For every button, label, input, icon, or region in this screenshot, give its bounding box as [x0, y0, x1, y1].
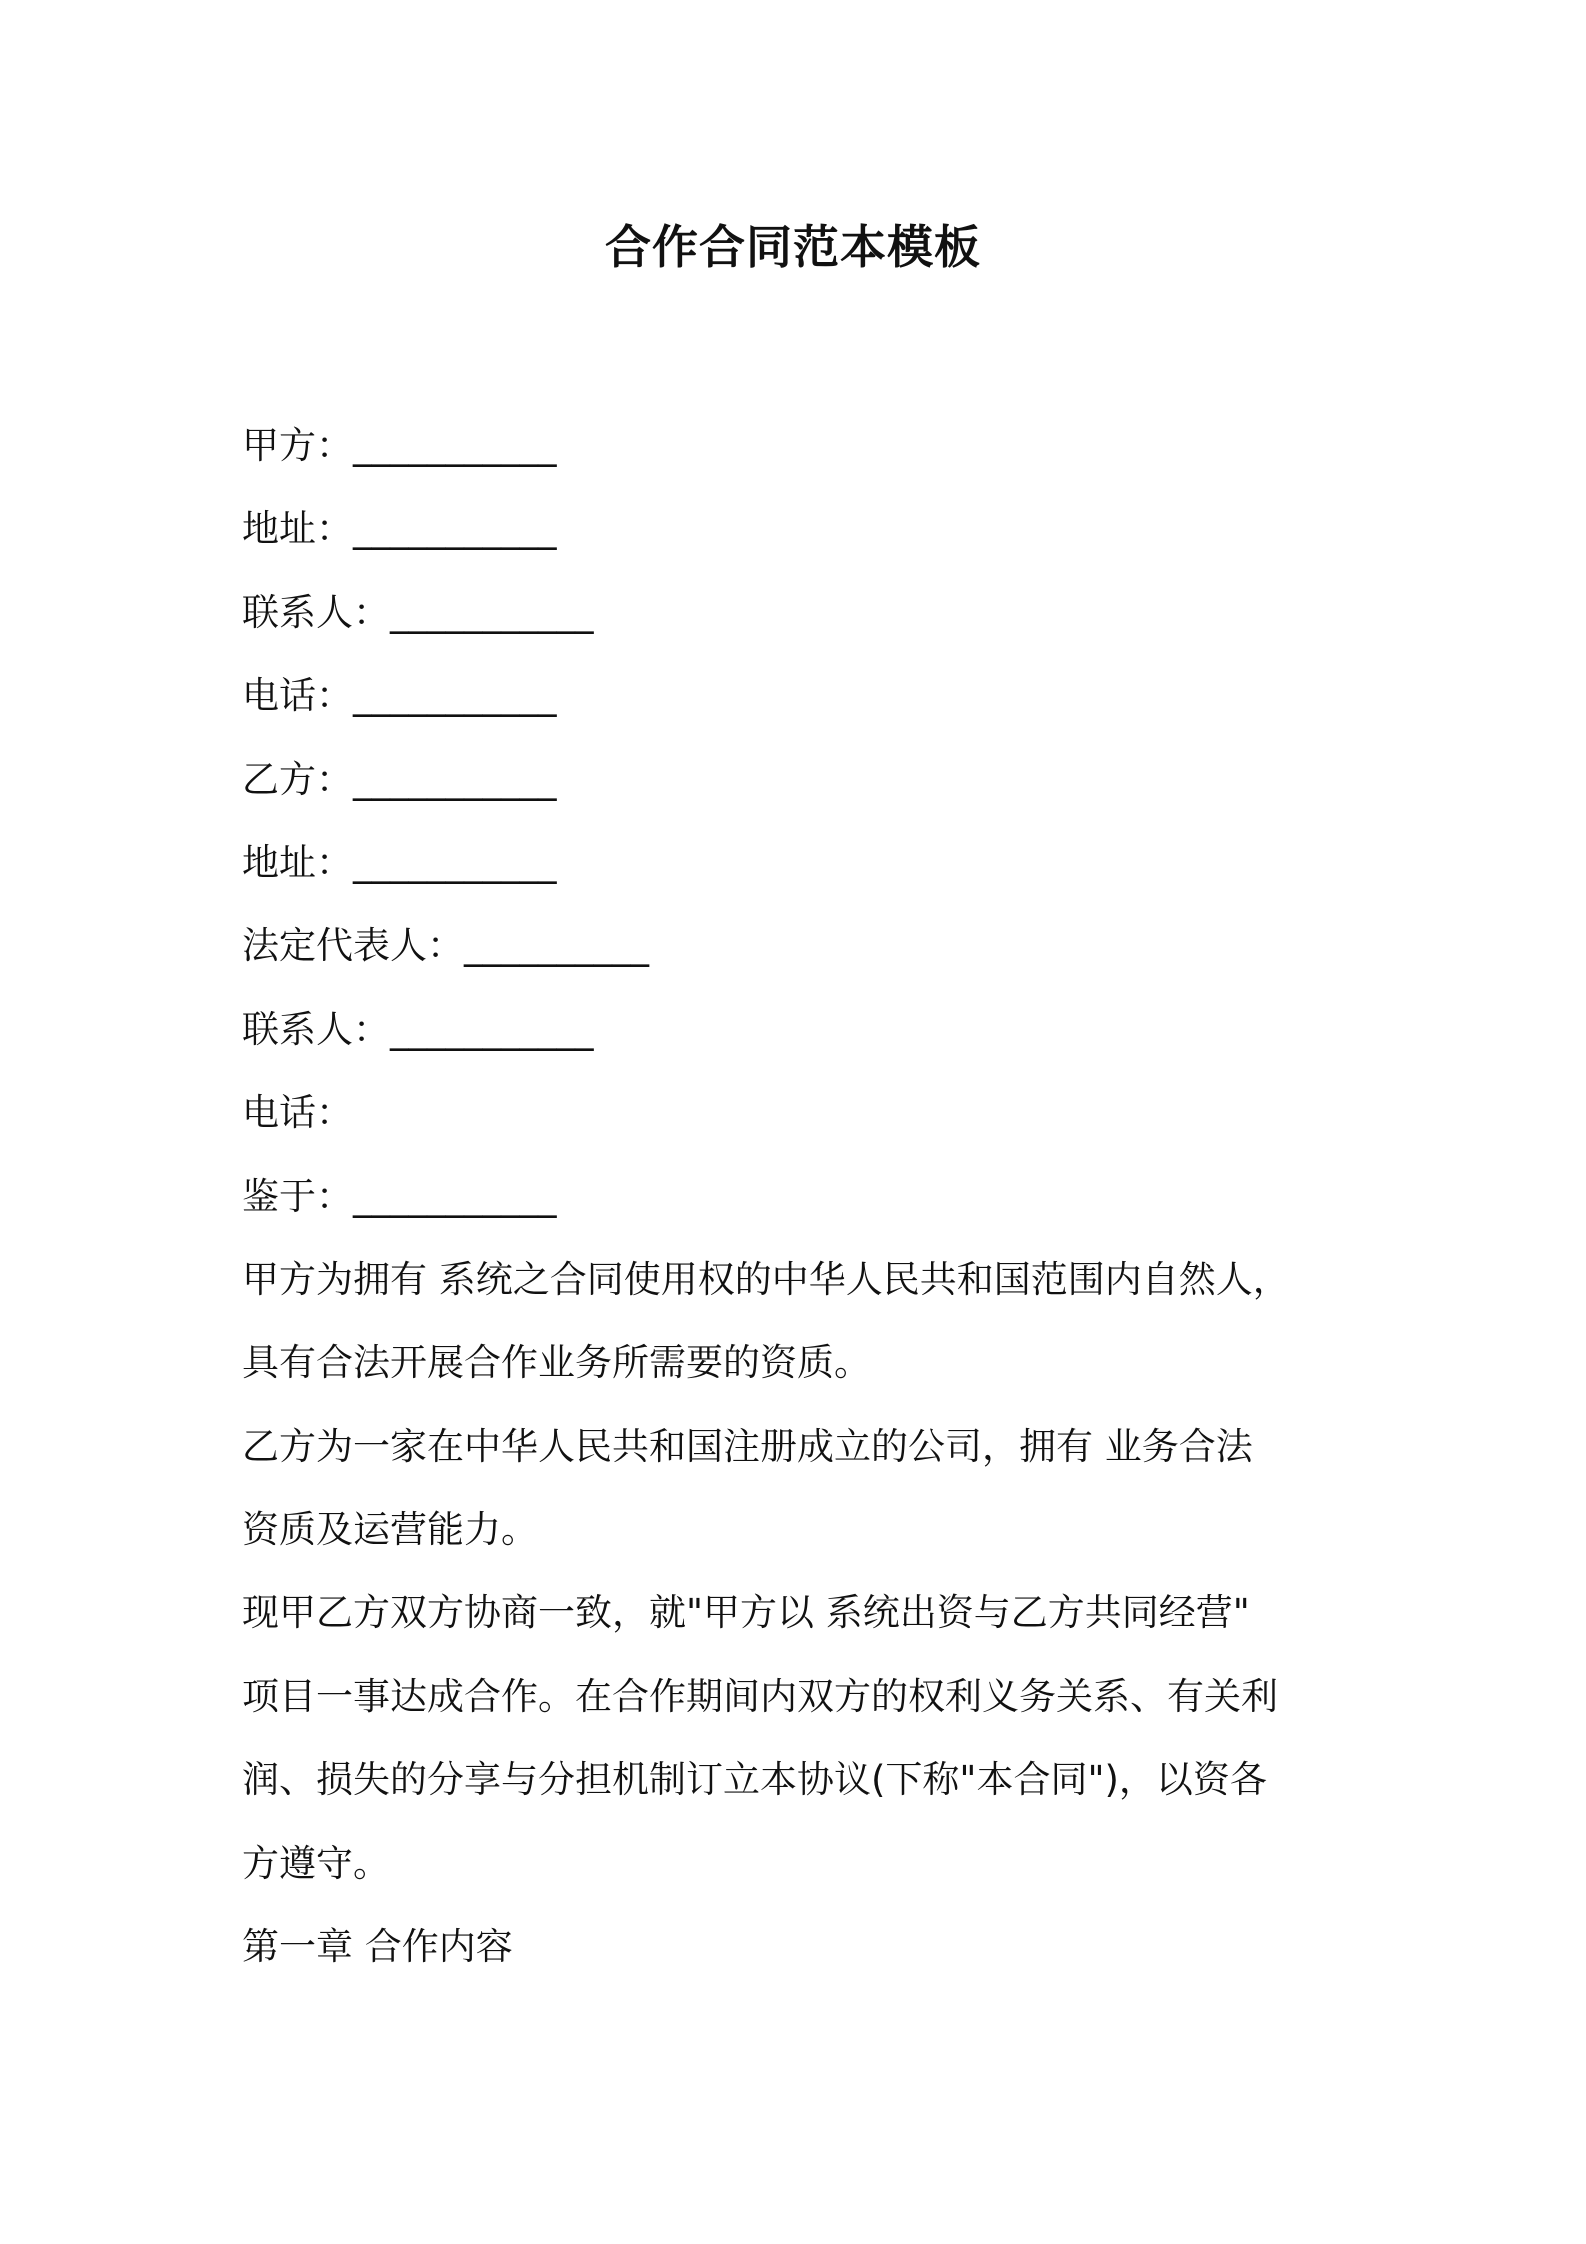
party-a-contact-line [242, 571, 1382, 654]
fill-in-blank: ___________ [390, 1007, 594, 1051]
line-label: 电话： [242, 674, 353, 718]
fill-in-blank: ___________ [353, 507, 557, 551]
fill-in-blank: __________ [464, 924, 649, 968]
fill-in-blank: ___________ [353, 840, 557, 884]
line-label: 法定代表人： [242, 924, 464, 968]
party-b-address-line [242, 821, 1382, 904]
fill-in-blank: ___________ [390, 590, 594, 634]
paragraph-line: 现甲乙方双方协商一致，就"甲方以 系统出资与乙方共同经营" [242, 1591, 1250, 1635]
line-label: 联系人： [242, 1007, 390, 1051]
paragraph-line: 资质及运营能力。 [242, 1508, 538, 1552]
line-label: 联系人： [242, 590, 390, 634]
fill-in-blank: ___________ [353, 674, 557, 718]
line-label: 电话： [242, 1091, 353, 1135]
fill-in-blank: ___________ [353, 757, 557, 801]
party-a-phone-line [242, 654, 1382, 737]
line-label: 甲方： [242, 424, 353, 467]
line-label: 鉴于： [242, 1174, 353, 1218]
party-b-phone-line [242, 1071, 1382, 1154]
fill-in-blank: ___________ [353, 424, 557, 467]
party-b-legal-rep-line [242, 904, 1382, 987]
line-label: 乙方： [242, 757, 353, 801]
paragraph-line: 方遵守。 [242, 1841, 390, 1885]
fill-in-blank: ___________ [353, 1174, 557, 1218]
paragraph-line: 具有合法开展合作业务所需要的资质。 [242, 1341, 871, 1385]
paragraph-line: 润、损失的分享与分担机制订立本协议(下称"本合同")，以资各 [242, 1758, 1267, 1802]
document-title: 合作合同范本模板 [605, 220, 981, 274]
line-label: 地址： [242, 840, 353, 884]
party-b-contact-line [242, 988, 1382, 1071]
party-a-line [242, 404, 1382, 487]
party-a-address-line [242, 487, 1382, 570]
party-b-line [242, 738, 1382, 821]
paragraph-line: 甲方为拥有 系统之合同使用权的中华人民共和国范围内自然人， [242, 1257, 1290, 1301]
paragraph-line: 项目一事达成合作。在合作期间内双方的权利义务关系、有关利 [242, 1674, 1278, 1718]
whereas-line [242, 1155, 1382, 1238]
document-body [242, 404, 1382, 1988]
chapter-heading: 第一章 合作内容 [242, 1925, 513, 1969]
paragraph-line: 乙方为一家在中华人民共和国注册成立的公司，拥有 业务合法 [242, 1424, 1253, 1468]
line-label: 地址： [242, 507, 353, 551]
